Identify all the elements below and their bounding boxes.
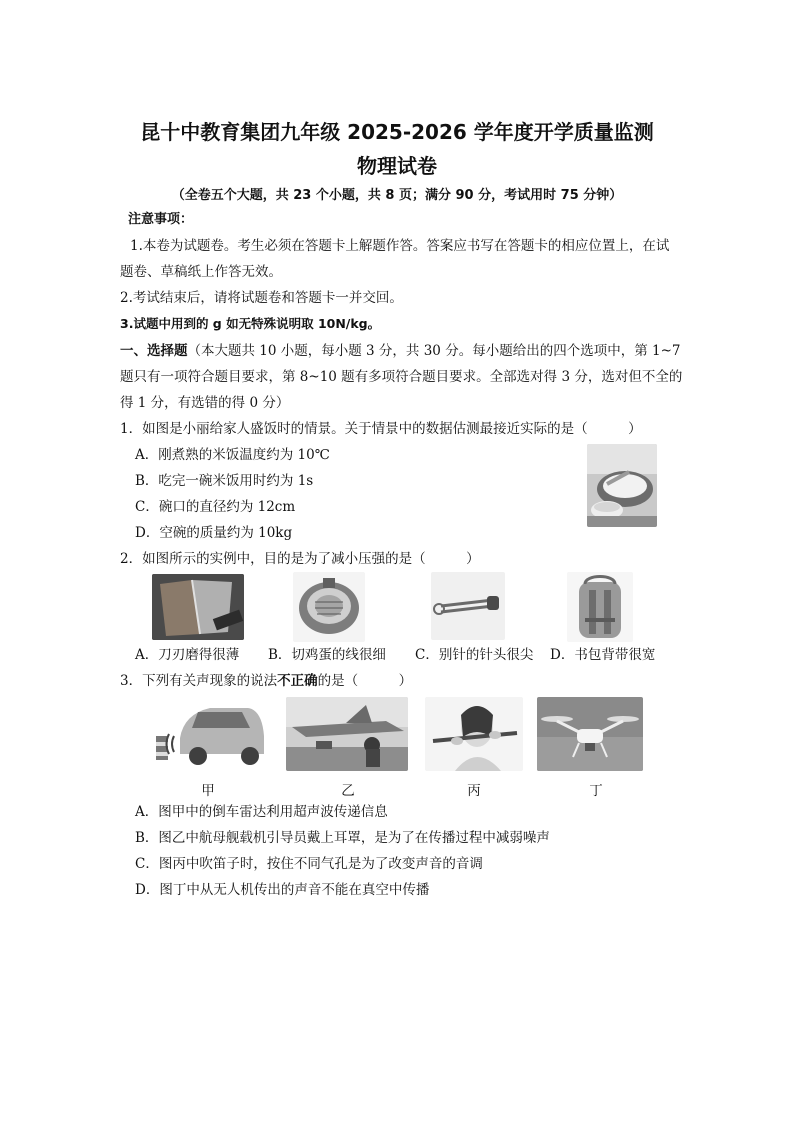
safety-pin-photo [431, 572, 505, 640]
exam-info: （全卷五个大题，共 23 个小题，共 8 页；满分 90 分，考试用时 75 分钟） [171, 188, 623, 203]
caption-yi: 乙 [341, 783, 355, 799]
backpack-photo [567, 572, 633, 642]
q2-option-c: C．别针的针头很尖 [415, 647, 534, 663]
notice-item-1-line-2: 题卷、草稿纸上作答无效。 [120, 264, 282, 280]
exam-subtitle: 物理试卷 [357, 154, 437, 178]
section-1-desc-1: （本大题共 10 小题，每小题 3 分，共 30 分。每小题给出的四个选项中，第 1~7 [187, 343, 681, 359]
caption-jia: 甲 [201, 783, 215, 799]
caption-ding: 丁 [589, 783, 603, 799]
q1-option-b: B．吃完一碗米饭用时约为 1s [135, 473, 314, 489]
notice-item-1-line-1: 1.本卷为试题卷。考生必须在答题卡上解题作答。答案应书写在答题卡的相应位置上，在试 [130, 238, 670, 254]
q3-stem-prefix: 3．下列有关声现象的说法 [120, 673, 278, 689]
q1-option-a: A．刚煮熟的米饭温度约为 10℃ [135, 447, 330, 463]
exam-title: 昆十中教育集团九年级 2025-2026 学年度开学质量监测 [140, 120, 654, 144]
section-1-line-1 [120, 342, 680, 360]
q1-option-d: D．空碗的质量约为 10kg [135, 525, 293, 541]
flute-player-photo [425, 697, 523, 771]
q3-option-d: D．图丁中从无人机传出的声音不能在真空中传播 [135, 882, 430, 898]
aircraft-carrier-photo [286, 697, 408, 771]
rice-bowl-photo [587, 444, 657, 527]
caption-bing: 丙 [467, 783, 481, 799]
section-1-desc-2: 题只有一项符合题目要求，第 8~10 题有多项符合题目要求。全部选对得 3 分，选对但不全的 [120, 369, 683, 385]
q3-stem-suffix: 的是（ ） [317, 673, 413, 689]
q2-option-a: A．刀刃磨得很薄 [135, 647, 240, 663]
section-1-desc-3: 得 1 分，有选错的得 0 分） [120, 395, 290, 411]
notice-heading: 注意事项： [128, 212, 194, 227]
q2-option-b: B．切鸡蛋的线很细 [268, 647, 386, 663]
notice-item-2: 2.考试结束后，请将试题卷和答题卡一并交回。 [120, 290, 403, 306]
notice-item-3: 3.试题中用到的 g 如无特殊说明取 10N/kg。 [120, 316, 381, 331]
q1-option-c: C．碗口的直径约为 12cm [135, 499, 296, 515]
egg-slicer-photo [293, 572, 365, 642]
q2-stem: 2．如图所示的实例中，目的是为了减小压强的是（ ） [120, 551, 480, 567]
q2-option-d: D．书包背带很宽 [550, 647, 656, 663]
drone-photo [537, 697, 643, 771]
q3-option-a: A．图甲中的倒车雷达利用超声波传递信息 [135, 804, 388, 820]
q3-stem-emphasis: 不正确 [277, 673, 318, 689]
car-radar-photo [150, 696, 267, 771]
q3-option-c: C．图丙中吹笛子时，按住不同气孔是为了改变声音的音调 [135, 856, 483, 872]
q3-option-b: B．图乙中航母舰载机引导员戴上耳罩，是为了在传播过程中减弱噪声 [135, 830, 550, 846]
q1-stem: 1．如图是小丽给家人盛饭时的情景。关于情景中的数据估测最接近实际的是（ ） [120, 421, 642, 437]
section-1-heading: 一、选择题 [120, 343, 188, 359]
q3-stem [120, 672, 412, 690]
knife-photo [152, 574, 244, 640]
